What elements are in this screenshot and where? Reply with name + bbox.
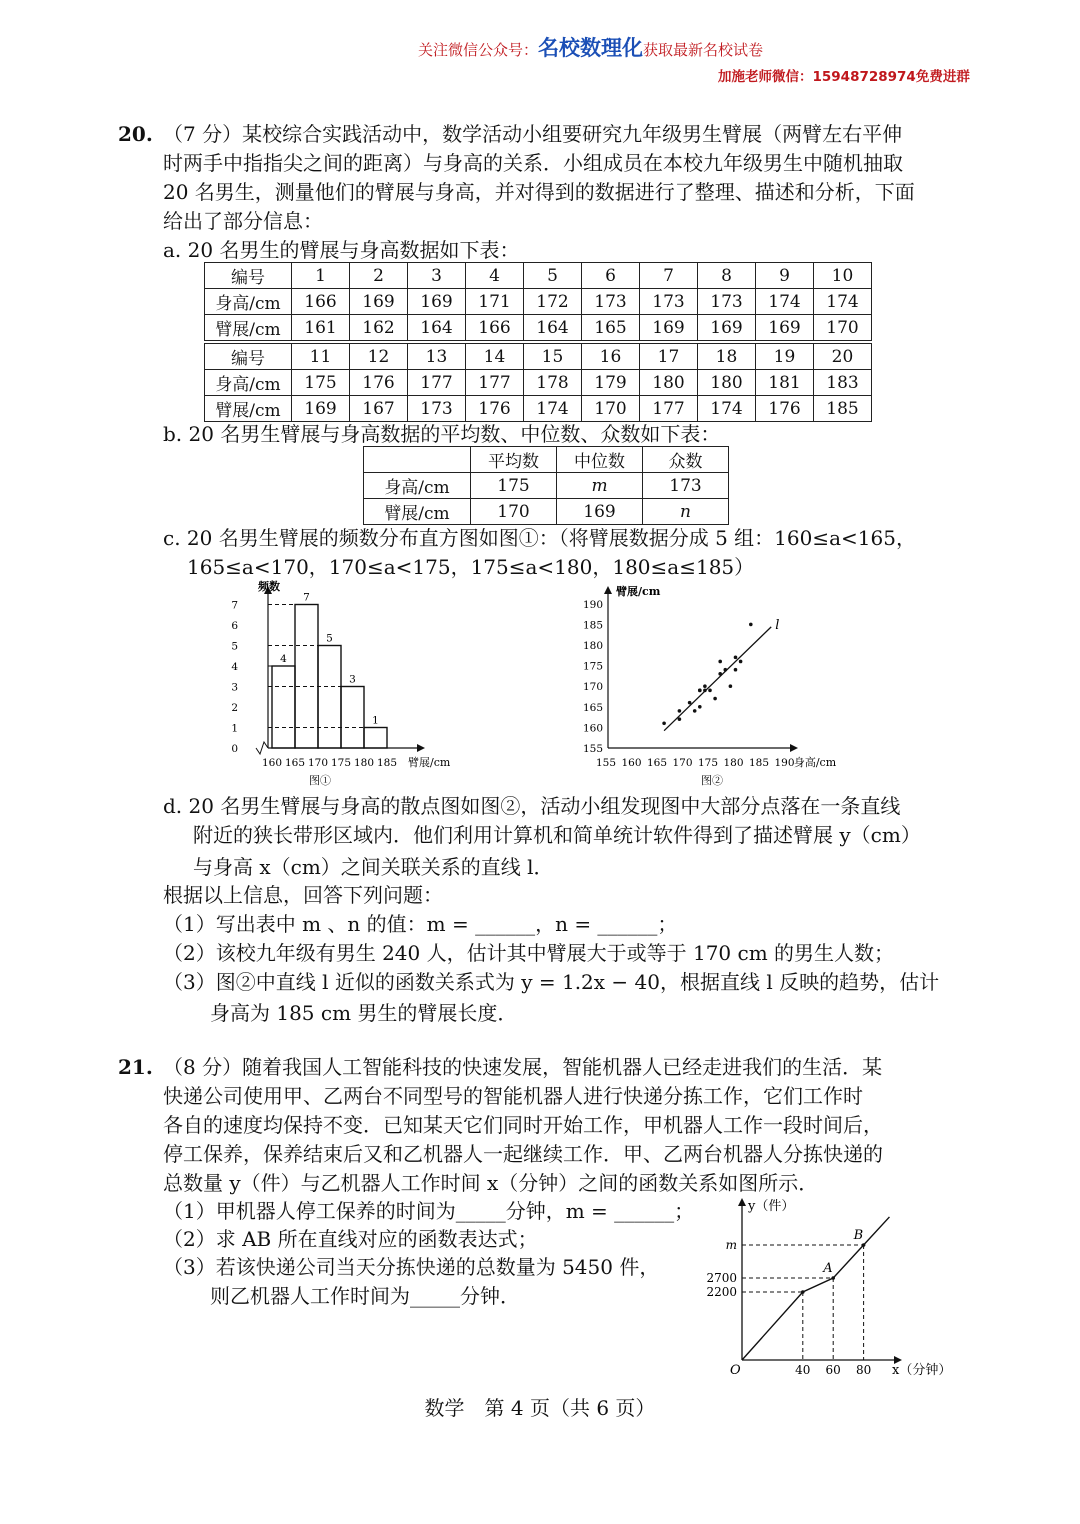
x-tick-label: 160 (621, 757, 642, 769)
x-tick-label: 175 (697, 757, 719, 769)
table-cell: 174 (814, 289, 872, 315)
axis-break (256, 742, 268, 754)
table-cell: 编号 (205, 342, 292, 370)
table-cell: 174 (698, 396, 756, 422)
table-cell: 164 (524, 315, 582, 343)
table-cell: 185 (814, 396, 872, 422)
q20-line-b: b. 20 名男生臂展与身高数据的平均数、中位数、众数如下表： (163, 422, 721, 446)
table-cell: 178 (524, 370, 582, 396)
x-tick-label: 165 (646, 757, 668, 769)
header-line2: 加施老师微信：15948728974免费进群 (718, 69, 970, 85)
table-cell: 176 (350, 370, 408, 396)
bar-value-label: 7 (303, 591, 310, 604)
y-tick-label: 7 (231, 599, 238, 612)
table-cell: 4 (466, 263, 524, 289)
table-cell: 170 (471, 499, 557, 525)
q20-line-d: 与身高 x（cm）之间关联关系的直线 l． (193, 855, 554, 879)
scatter-point (708, 689, 712, 693)
table-cell: 臂展/cm (205, 315, 292, 343)
y-tick-label: 2 (231, 702, 238, 714)
table-cell: 6 (582, 263, 640, 289)
table-cell: 177 (640, 396, 698, 422)
table-cell: 169 (698, 315, 756, 343)
point-label-b: B (853, 1228, 864, 1243)
table-cell: 169 (557, 499, 643, 525)
q21-sub1: （1）甲机器人停工保养的时间为_____分钟，m = ______； (163, 1199, 695, 1223)
table-cell: 172 (524, 289, 582, 315)
table-cell: 众数 (643, 447, 729, 473)
x-tick-label: 155 (595, 757, 617, 769)
table-cell: 161 (292, 315, 350, 343)
table-cell: 181 (756, 370, 814, 396)
table-cell: 174 (756, 289, 814, 315)
x-axis-label: 身高/cm (793, 756, 837, 769)
table-cell: 臂展/cm (205, 396, 292, 422)
table-cell: 173 (698, 289, 756, 315)
q20-sub1: （1）写出表中 m 、n 的值：m = ______，n = ______； (163, 912, 678, 936)
q21-sub3: （3）若该快递公司当天分拣快递的总数量为 5450 件， (163, 1255, 660, 1279)
y-tick-label: 170 (582, 681, 603, 694)
table-row (364, 447, 729, 473)
table-cell: 170 (582, 396, 640, 422)
table-cell: 20 (814, 342, 872, 370)
scatter-point (662, 721, 666, 725)
table-cell: 身高/cm (205, 289, 292, 315)
y-tick-label: 175 (582, 660, 603, 673)
y-axis-label: y（件） (748, 1199, 795, 1214)
q21-sub2: （2）求 AB 所在直线对应的函数表达式； (163, 1227, 538, 1251)
q21-sub3: 则乙机器人工作时间为_____分钟． (210, 1284, 520, 1308)
table-cell: 180 (640, 370, 698, 396)
table-cell: 177 (466, 370, 524, 396)
y-axis-arrow (604, 586, 612, 594)
scatter-point (693, 709, 697, 713)
bar-value-label: 3 (349, 673, 356, 686)
table-cell: 176 (756, 396, 814, 422)
y-axis-label: 频数 (258, 580, 280, 593)
header-line1 (418, 32, 763, 62)
table-cell: 13 (408, 342, 466, 370)
table-row (205, 263, 872, 289)
table-cell: 169 (350, 289, 408, 315)
table-cell: 179 (582, 370, 640, 396)
x-tick-label: 185 (748, 757, 770, 769)
q21-line: （8 分）随着我国人工智能科技的快速发展，智能机器人已经走进我们的生活．某 (163, 1055, 883, 1079)
stats-table (363, 446, 729, 525)
scatter-point (749, 623, 753, 627)
table-cell: 169 (408, 289, 466, 315)
table-cell: 16 (582, 342, 640, 370)
table-cell: 171 (466, 289, 524, 315)
table-cell: 180 (698, 370, 756, 396)
graph-point (831, 1276, 835, 1280)
y-tick-label: 155 (582, 743, 603, 755)
point-label-a: A (823, 1261, 833, 1276)
x-tick-label: 175 (330, 757, 352, 769)
table-row (205, 342, 872, 370)
y-tick-label: 5 (231, 640, 238, 653)
table-cell: 平均数 (471, 447, 557, 473)
table-cell: 2 (350, 263, 408, 289)
y-tick-label: 2700 (706, 1271, 737, 1285)
table-cell: 3 (408, 263, 466, 289)
y-tick-label: 1 (231, 722, 238, 735)
function-graph (700, 1190, 960, 1386)
bar-value-label: 5 (326, 632, 333, 645)
q20-sub2: （2）该校九年级有男生 240 人，估计其中臂展大于或等于 170 cm 的男生人数； (163, 941, 895, 965)
q20-line: （7 分）某校综合实践活动中，数学活动小组要研究九年级男生臂展（两臂左右平伸 (163, 122, 903, 146)
table-row (364, 499, 729, 525)
scatter-point (713, 697, 717, 701)
x-tick-label: 165 (284, 757, 306, 769)
q20-sub3: （3）图②中直线 l 近似的函数关系式为 y = 1.2x − 40，根据直线 l 反映的趋势，估计 (163, 970, 940, 994)
table-cell: 身高/cm (364, 473, 471, 499)
table-row (205, 315, 872, 343)
x-tick-label: 180 (723, 757, 744, 769)
table-cell: 11 (292, 342, 350, 370)
x-tick-label: 180 (353, 757, 375, 769)
scatter-point (703, 689, 707, 693)
x-tick-label: 60 (825, 1363, 841, 1377)
scatter-point (718, 660, 722, 664)
table-cell: 173 (640, 289, 698, 315)
y-tick-label: 180 (582, 640, 603, 652)
scatter-point (698, 705, 702, 709)
header-post: 获取最新名校试卷 (643, 41, 764, 59)
table-cell: 编号 (205, 263, 292, 289)
x-tick-label: 170 (672, 757, 693, 769)
table-cell: 1 (292, 263, 350, 289)
x-axis-label: x（分钟） (892, 1363, 952, 1378)
q20-line-d: 附近的狭长带形区域内．他们利用计算机和简单统计软件得到了描述臂展 y（cm） (193, 823, 921, 847)
bar-value-label: 4 (280, 653, 287, 665)
scatter-point (729, 684, 733, 688)
bar-value-label: 1 (372, 714, 379, 727)
page-footer: 数学 第 4 页（共 6 页） (424, 1396, 656, 1420)
table-cell: 175 (471, 473, 557, 499)
q20-line-c: c. 20 名男生臂展的频数分布直方图如图①：（将臂展数据分成 5 组：160≤a<165， (163, 526, 916, 550)
table-cell (364, 447, 471, 473)
table-cell: 166 (292, 289, 350, 315)
table-cell: 183 (814, 370, 872, 396)
q20-line-d: 根据以上信息，回答下列问题： (163, 883, 443, 907)
table-cell: 166 (466, 315, 524, 343)
histogram-bar (364, 728, 387, 749)
scatter-point (678, 717, 682, 721)
scatter-point (718, 672, 722, 676)
scatter-point (678, 709, 682, 713)
data-table-1 (204, 262, 872, 422)
table-row (364, 473, 729, 499)
table-cell: 165 (582, 315, 640, 343)
histogram-chart (220, 578, 480, 790)
q21-line: 停工保养，保养结束后又和乙机器人一起继续工作．甲、乙两台机器人分拣快递的 (163, 1142, 883, 1166)
table-cell: 169 (756, 315, 814, 343)
table-cell: 8 (698, 263, 756, 289)
table-cell: 164 (408, 315, 466, 343)
table-cell: 169 (292, 396, 350, 422)
q20-sub3: 身高为 185 cm 男生的臂展长度． (210, 1001, 518, 1025)
table-cell: 12 (350, 342, 408, 370)
scatter-point (698, 689, 702, 693)
scatter-point (739, 660, 743, 664)
scatter-point (703, 684, 707, 688)
table-cell: 中位数 (557, 447, 643, 473)
table-cell: 175 (292, 370, 350, 396)
table-cell: 10 (814, 263, 872, 289)
line-label: l (775, 617, 780, 633)
table-cell: 173 (408, 396, 466, 422)
q20-line: 20 名男生，测量他们的臂展与身高，并对得到的数据进行了整理、描述和分析，下面 (163, 180, 915, 204)
table-cell: 170 (814, 315, 872, 343)
x-axis-label: 臂展/cm (408, 756, 451, 769)
x-tick-label: 190 (774, 757, 795, 769)
table-cell: 162 (350, 315, 408, 343)
y-axis-label: 臂展/cm (616, 585, 661, 598)
table-cell: 173 (582, 289, 640, 315)
table-cell: 169 (640, 315, 698, 343)
scatter-chart (560, 578, 860, 790)
q20-number: 20. (118, 122, 153, 146)
y-tick-label: 160 (582, 722, 603, 735)
scatter-point (688, 701, 692, 705)
x-tick-label: 170 (307, 757, 329, 769)
table-row (205, 396, 872, 422)
x-axis-arrow (790, 744, 798, 752)
q20-line: 给出了部分信息： (163, 209, 323, 233)
table-cell: 5 (524, 263, 582, 289)
q21-line: 各自的速度均保持不变．已知某天它们同时开始工作，甲机器人工作一段时间后， (163, 1113, 883, 1137)
table-cell: 174 (524, 396, 582, 422)
q20-line-d: d. 20 名男生臂展与身高的散点图如图②，活动小组发现图中大部分点落在一条直线 (163, 794, 901, 818)
figure-caption: 图① (309, 774, 331, 787)
table-cell: 15 (524, 342, 582, 370)
q21-line: 快递公司使用甲、乙两台不同型号的智能机器人进行快递分拣工作，它们工作时 (163, 1084, 863, 1108)
figure-caption: 图② (701, 774, 723, 787)
table-cell: 18 (698, 342, 756, 370)
x-tick-label: 40 (795, 1363, 811, 1377)
scatter-point (734, 668, 738, 672)
header-brand: 名校数理化 (538, 36, 644, 60)
scatter-point (734, 656, 738, 660)
x-tick-label: 160 (261, 757, 283, 769)
histogram-bar (295, 605, 318, 749)
table-row (205, 370, 872, 396)
histogram-bar (318, 646, 341, 749)
table-cell: 17 (640, 342, 698, 370)
table-cell: 167 (350, 396, 408, 422)
table-cell: n (643, 499, 729, 525)
table-cell: 身高/cm (205, 370, 292, 396)
regression-line-l (664, 627, 771, 731)
origin-label: O (730, 1363, 741, 1378)
histogram-bar (341, 687, 364, 749)
q21-number: 21. (118, 1055, 153, 1079)
y-tick-label: 165 (582, 701, 603, 714)
header-pre: 关注微信公众号： (418, 41, 539, 59)
table-cell: 9 (756, 263, 814, 289)
x-tick-label: 185 (376, 757, 398, 769)
y-tick-label: 2200 (706, 1285, 737, 1299)
table-cell: m (557, 473, 643, 499)
x-tick-label: 80 (855, 1363, 872, 1377)
table-cell: 177 (408, 370, 466, 396)
graph-point (801, 1290, 805, 1294)
table-cell: 14 (466, 342, 524, 370)
table-cell: 臂展/cm (364, 499, 471, 525)
table-cell: 7 (640, 263, 698, 289)
y-axis-arrow (738, 1198, 746, 1206)
function-line (742, 1217, 889, 1360)
table-cell: 176 (466, 396, 524, 422)
q20-line: 时两手中指指尖之间的距离）与身高的关系．小组成员在本校九年级男生中随机抽取 (163, 151, 903, 175)
y-tick-label: 6 (231, 620, 238, 632)
table-cell: 19 (756, 342, 814, 370)
histogram-bar (272, 666, 295, 748)
y-tick-label: 4 (231, 661, 238, 673)
q20-line-c: 165≤a<170，170≤a<175，175≤a<180，180≤a≤185） (187, 555, 755, 579)
q20-line-a: a. 20 名男生的臂展与身高数据如下表： (163, 238, 520, 262)
graph-point (862, 1243, 866, 1247)
y-tick-label: 185 (582, 619, 603, 632)
table-row (205, 289, 872, 315)
y-tick-label: m (725, 1238, 737, 1252)
q21-line: 总数量 y（件）与乙机器人工作时间 x（分钟）之间的函数关系如图所示． (163, 1171, 819, 1195)
table-cell: 173 (643, 473, 729, 499)
y-tick-label: 190 (582, 598, 603, 611)
y-tick-label: 3 (231, 681, 238, 694)
y-tick-label: 0 (231, 743, 238, 755)
x-axis-arrow (417, 744, 425, 752)
scatter-point (724, 668, 728, 672)
